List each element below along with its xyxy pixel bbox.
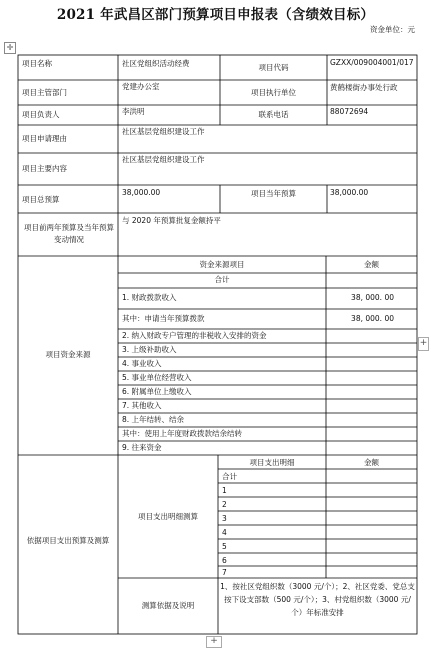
expense-row-label: 2 <box>222 500 227 509</box>
add-row-plus-icon[interactable]: + <box>206 636 222 648</box>
exec-unit-value: 黄鹤楼街办事处行政 <box>330 83 398 92</box>
currency-unit: 资金单位：元 <box>370 25 415 34</box>
page-title: 2021 年武昌区部门预算项目申报表（含绩效目标） <box>56 7 375 23</box>
expense-row-label: 6 <box>222 556 227 565</box>
funding-row-label: 6. 附属单位上缴收入 <box>122 387 192 396</box>
exec-unit-label: 项目执行单位 <box>251 88 296 97</box>
expense-row-label: 合计 <box>222 472 237 481</box>
funding-row-label: 7. 其他收入 <box>122 401 162 410</box>
content-value: 社区基层党组织建设工作 <box>122 155 205 164</box>
funding-row-label: 2. 纳入财政专户管理的非税收入安排的资金 <box>122 331 267 340</box>
year-budget-label: 项目当年预算 <box>251 189 296 198</box>
expense-item-header: 项目支出明细 <box>249 458 295 467</box>
funding-row-label: 其中：申请当年预算拨款 <box>122 314 205 323</box>
content-label: 项目主要内容 <box>22 164 67 173</box>
expense-row-label: 3 <box>222 514 227 523</box>
phone-value: 88072694 <box>330 107 369 116</box>
table-move-handle-icon[interactable]: ✛ <box>4 42 16 54</box>
funding-source-label: 项目资金来源 <box>45 350 91 359</box>
funding-item-header: 资金来源项目 <box>199 260 245 269</box>
dept-label: 项目主管部门 <box>22 88 67 97</box>
funding-row-label: 3. 上级补助收入 <box>122 345 177 354</box>
phone-label: 联系电话 <box>258 110 289 119</box>
expense-basis-section-label: 依据项目支出预算及测算 <box>26 536 110 545</box>
funding-row-label: 8. 上年结转、结余 <box>122 415 185 424</box>
funding-amount-header: 金额 <box>364 260 379 269</box>
basis-label: 测算依据及说明 <box>141 601 195 610</box>
basis-value: 1、按社区党组织数（3000 元/个）；2、社区党委、党总支按下设支部数（500 元/个）；3、村党组织数（3000 元/个）年标准安排 <box>220 582 415 617</box>
dept-value: 党建办公室 <box>122 82 160 91</box>
expense-amount-header: 金额 <box>364 458 379 467</box>
year-budget-value: 38,000.00 <box>330 188 369 197</box>
total-budget-value: 38,000.00 <box>122 188 161 197</box>
funding-row-label: 1. 财政拨款收入 <box>122 293 177 302</box>
expense-row-label: 7 <box>222 568 227 577</box>
funding-row-label: 9. 往来资金 <box>122 443 162 452</box>
budget-change-value: 与 2020 年预算批复金额持平 <box>122 216 221 225</box>
project-name-label: 项目名称 <box>22 59 52 68</box>
funding-row-amount: 38, 000. 00 <box>351 293 394 302</box>
funding-row-label: 合计 <box>214 275 230 284</box>
add-column-plus-icon[interactable]: + <box>418 337 429 351</box>
project-code-value: GZXX/009004001/017 <box>330 58 414 67</box>
owner-label: 项目负责人 <box>22 110 60 119</box>
total-budget-label: 项目总预算 <box>22 195 60 204</box>
reason-value: 社区基层党组织建设工作 <box>122 127 205 136</box>
funding-row-label: 5. 事业单位经营收入 <box>122 373 192 382</box>
budget-change-label: 项目前两年预算及当年预算变动情况 <box>24 223 114 244</box>
project-name-value: 社区党组织活动经费 <box>122 59 190 68</box>
reason-label: 项目申请理由 <box>22 134 67 143</box>
expense-row-label: 1 <box>222 486 227 495</box>
expense-detail-label: 项目支出明细测算 <box>138 512 198 521</box>
expense-row-label: 4 <box>222 528 227 537</box>
project-code-label: 项目代码 <box>258 63 289 72</box>
funding-row-label: 其中：使用上年度财政拨款结余结转 <box>122 429 242 438</box>
owner-value: 李洪明 <box>122 107 145 116</box>
funding-row-label: 4. 事业收入 <box>122 359 162 368</box>
expense-row-label: 5 <box>222 542 227 551</box>
funding-row-amount: 38, 000. 00 <box>351 314 394 323</box>
